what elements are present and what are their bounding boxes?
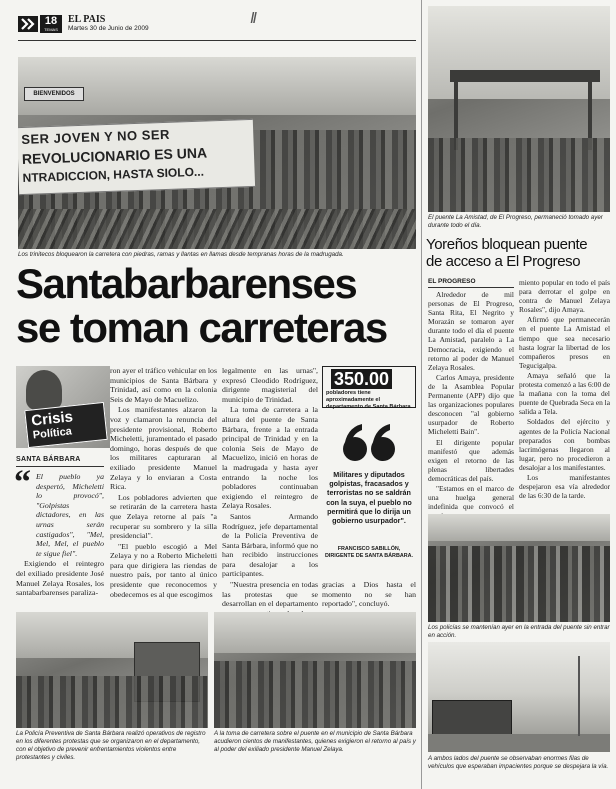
banner-line-3: NTRADICCION, HASTA SIOLO... [22,164,205,185]
article-column-2 [110,366,217,600]
right-article-column-b [519,278,610,501]
vehicle-queue-caption: A ambos lados del puente se observaban enormes filas de vehículos que esperaban impacientes porque se despejara la vía. [428,755,609,770]
right-story-headline [426,236,612,270]
article-column-3 [222,366,318,629]
protest-banner [18,119,255,195]
main-headline [16,262,416,350]
right-colB-p2: Afirmó que permanecerán en el puente La Amistad el tiempo que sea necesario hasta lograr la libertad de los compañeros presos en Tegucigalpa. [519,315,610,370]
section-label: TEMAS [44,27,58,32]
right-article-column-a [428,290,514,521]
col3-p2: La toma de carretera a la altura del puente de Santa Bárbara, frente a la entrada principal de Trinidad y en la colonia Seis de Mayo de Macuelizo, inició en horas de la madrugada y hasta ayer entrando la noche los pobladores continuaban exigiendo el reintegro de Zelaya Rosales. [222,405,318,511]
queue-road [428,734,610,752]
col2-p4: "El pueblo escogió a Mel Zelaya y no a Roberto Micheletti para que dirigiera las riendas de nuestro país, por tanto al único presidente que reconocemos y obedecemos es al que escogimos [110,541,217,599]
amistad-bridge-gantry [450,70,600,82]
vehicle-queue-photo [428,642,610,752]
amistad-photo-caption: El puente La Amistad, de El Progreso, permaneció tomado ayer durante todo el día. [428,214,603,229]
lead-quote-mark: “ [14,464,31,501]
pull-quote-mark-icon [338,422,398,466]
welcome-sign [24,87,84,101]
la-amistad-bridge-photo [428,6,610,212]
banner-line-1: SER JOVEN Y NO SER [21,126,171,147]
right-colB-p3: Amaya señaló que la protesta comenzó a las 6:00 de la mañana con la toma del puente de Quebrada Seca en la salida a Tela. [519,370,610,417]
right-colB-p5: Los manifestantes despejaron esa vía alrededor de las 6:30 de la tarde. [519,472,610,501]
police-photo-figures [16,676,208,728]
logo-text-box [24,402,108,448]
right-colB-p4: Soldados del ejército y agentes de la Policía Nacional preparados con bombas lacrimógenas llegaron al lugar, pero no procedieron a desalojar a los manifestantes. [519,417,610,472]
right-colA-p2: Carlos Amaya, presidente de la Asamblea Popular Permanente (APP) dijo que las organizaciones populares desconocen "al gobierno usurpador de Roberto Micheletti Bain". [428,372,514,437]
bridge-crowd-photo [214,612,416,728]
stat-box [322,366,416,408]
col1-p2: Exigiendo el reintegro del exiliado presidente José Manuel Zelaya Rosales, los santabarbarenses paraliza- [16,559,104,598]
col3-p3: Santos Armando Rodríguez, jefe departamental de la Policía Preventiva de Santa Bárbara, informó que no han recibido instrucciones para desalojar a los participantes. [222,511,318,579]
page-number-box [40,15,62,33]
main-photo-blockade [18,57,416,249]
col2-p1: ron ayer el tráfico vehicular en los municipios de Santa Bárbara y Trinidad, así como en la colonia Seis de Mayo de Macuelizo. [110,366,217,404]
police-bridge-caption: Los policías se mantenían ayer en la entrada del puente sin entrar en acción. [428,624,610,639]
right-headline-line-2: de acceso a El Progreso [426,253,581,270]
right-headline-line-1: Yoreños bloquean puente [426,236,588,253]
police-operation-caption: La Policía Preventiva de Santa Bárbara realizó operativos de registro en los diferentes protestas que se organizaron en el departamento, con el objetivo de prevenir enfrentamientos violentos entre protestantes y civiles. [16,730,206,761]
col2-p3: Los pobladores advierten que se retirarán de la carretera hasta que Zelaya retorne al país "a recuperar su sombrero y la silla presidencial". [110,492,217,541]
main-photo-caption: Los trinitecos bloquearon la carretera con piedras, ramas y llantas en llamas desde tempranas horas de la madrugada. [18,251,344,258]
queue-truck [432,700,512,736]
police-operation-photo [16,612,208,728]
welcome-sign-text: BIENVENIDOS [33,91,75,97]
photo-foreground-debris [18,209,416,249]
police-bridge-officers [428,546,610,622]
bridge-crowd-caption: A la toma de carretera sobre el puente en el municipio de Santa Bárbara acudieron cientos de manifestantes, quienes exigieron el retorno al país y al poder del exiliado presidente Manuel Zelaya. [214,730,416,753]
headline-line-1: Santabarbarenses [16,260,357,307]
right-colA-p1: Alrededor de mil personas de El Progreso, Santa Rita, El Negrito y Morazán se tomaron ayer durante todo el día el puente La Amistad, paralelo a La Democracia, exigiendo el retorno al poder de Manuel Zelaya Rosales. [428,290,514,372]
right-dateline: EL PROGRESO [428,278,476,285]
right-colB-p1: miento popular en todo el país para derrotar el golpe en contra de Manuel Zelaya Rosales", dijo Amaya. [519,278,610,315]
article-column-1 [16,472,104,599]
logo-word-politica: Política [32,425,73,442]
article-ending: gracias a Dios hasta el momento no se han reportado", concluyó. [322,580,416,609]
column-divider [421,0,422,789]
pull-quote [322,422,416,578]
crisis-politica-logo [16,366,110,448]
banner-line-2: REVOLUCIONARIO ES UNA [21,144,208,167]
right-colA-p3: El dirigente popular manifestó que además exigen el retorno de las plenas libertades democráticas del país. [428,437,514,483]
headline-line-2: se toman carreteras [16,304,387,351]
amistad-photo-crowd [428,138,610,212]
pull-quote-text: Militares y diputados golpistas, fracasados y terroristas no se saldrán con la suya, el pueblo no permitirá que lo dirija un gobierno usurpador". [326,470,412,526]
photo-sky [18,57,416,115]
col3-p4: "Nuestra presencia en todas las protestas que se desarrollan en el departamento [222,580,318,609]
logo-word-crisis: Crisis [30,408,74,430]
col2-p2: Los manifestantes alzaron la voz y clamaron la renuncia del presidente provisional, Roberto Micheletti, juramentado el pasado domingo, horas después de que los militares capturaran al exiliado presidente Manuel Zelaya y lo enviaran a Costa Rica. [110,405,217,492]
police-bridge-sky [428,514,610,541]
col3-p1: legalmente en las urnas", expresó Cleodido Rodríguez, dirigente magisterial del municipio de Trinidad. [222,366,318,404]
issue-date: Martes 30 de Junio de 2009 [68,25,149,32]
right-colA-p4: "Estamos en el marco de una huelga general indefinida que convocó el [428,483,514,512]
bridge-photo-crowd [214,661,416,728]
stat-number: 350.00 [331,369,392,389]
right-dateline-rule [428,287,514,288]
page-header [18,10,418,38]
page-number: 18 [44,15,58,27]
section-arrow-icon [18,16,38,32]
bridge-photo-sky [214,612,416,653]
pull-quote-attribution: FRANCISCO SABILLÓN, DIRIGENTE DE SANTA BÁRBARA. [324,546,414,559]
margin-handwritten-mark: II [250,10,255,27]
stat-label: pobladores tiene aproximadamente el departamento de Santa Bárbara. [326,390,413,410]
logo-figure-icon [26,370,62,410]
queue-light-pole [578,656,580,736]
police-bridge-photo [428,514,610,622]
col1-lead: El pueblo ya despertó, Micheletti lo provocó", "Golpistas dictadores, en las urnas serán castigados", "Mel, Mel, Mel, el pueblo te sigue fiel". [36,472,104,558]
header-rule [18,40,416,41]
newspaper-name: EL PAIS [68,14,106,25]
dateline: SANTA BÁRBARA [16,456,81,463]
